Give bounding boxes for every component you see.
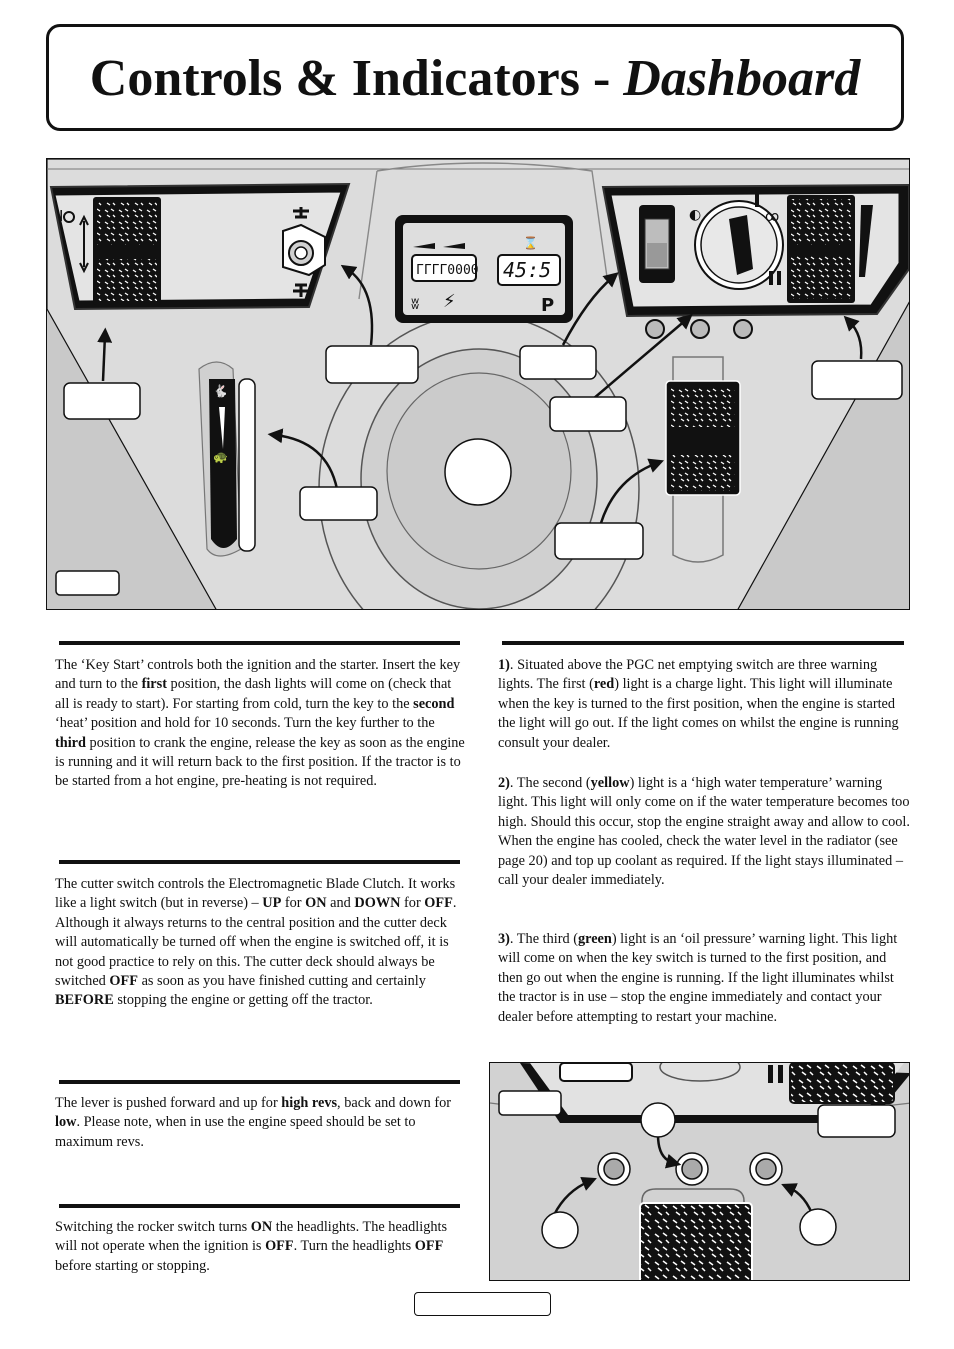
warning-light-3-text: 3). The third (green) light is an ‘oil pressure’ warning light. This light will come on when the key switch is turned to the first position, and then go out when the engine is running. If the light illuminates whilst the tractor is in use – stop the engine immediately and contact your dealer before attempting to restart your machine. xyxy=(498,931,898,1025)
dashboard-drawing xyxy=(47,159,910,610)
hour-meter-value: 45:5 xyxy=(503,258,552,282)
warning-lights-drawing xyxy=(490,1063,910,1281)
svg-text:ʬ: ʬ xyxy=(411,294,420,313)
cutter-switch-text: The cutter switch controls the Electromagnetic Blade Clutch. It works like a light switch (but in reverse) – UP for ON and DOWN for OFF. Although it always returns to the central position and the cutter deck will automatically be turned off when the engine is switched off, it is not good practice to rely on this. The cutter deck should always be switched OFF as soon as you have finished cutting and certainly BEFORE stopping the engine or getting off the tractor. xyxy=(55,876,457,1009)
warning-light-2-text: 2). The second (yellow) light is a ‘high water temperature’ warning light. This light will only come on if the water temperature becomes too high. Should this occur, stop the engine straight away and allow to cool. When the engine has cooled, check the water level in the radiator (see page 20) and top up coolant as required. If the light stays illuminated – call your dealer immediately. xyxy=(498,775,910,889)
dashboard-illustration xyxy=(46,158,910,610)
warning-light-1-text: 1). Situated above the PGC net emptying switch are three warning lights. The first (red) light is a charge light. This light will illuminate when the key is turned to the first position, when the engine is started the light will go out. If the light comes on whilst the engine is running consult your dealer. xyxy=(498,657,899,751)
key-start-text: The ‘Key Start’ controls both the ignition and the starter. Insert the key and turn to the first position, the dash lights will come on (check that all is ready to start). For starting from cold, turn the key to the second ‘heat’ position and hold for 10 seconds. Turn the key further to the third position to crank the engine, release the key as soon as the engine is running and it will return back to the first position. If the tractor is to be started from a hot engine, pre-heating is not required. xyxy=(55,657,465,790)
throttle-text: The lever is pushed forward and up for high revs, back and down for low. Please note, when in use the engine speed should be set to maximum revs. xyxy=(55,1095,451,1150)
svg-text:🐢: 🐢 xyxy=(213,450,228,464)
svg-text:🐇: 🐇 xyxy=(213,384,228,398)
svg-text:◐: ◐ xyxy=(689,207,702,223)
warning-lights-illustration xyxy=(489,1062,910,1281)
svg-text:⚡: ⚡ xyxy=(443,291,456,312)
page-title-main: Controls & Indicators - xyxy=(89,50,624,107)
section-rule-throttle xyxy=(59,1080,460,1084)
svg-text:I: I xyxy=(59,207,64,225)
section-rule-key-start xyxy=(59,641,460,645)
page-title-italic: Dashboard xyxy=(623,50,861,107)
svg-text:ꝏ: ꝏ xyxy=(765,209,780,225)
section-rule-cutter-switch xyxy=(59,860,460,864)
section-rule-warning-lights xyxy=(502,641,904,645)
title-box xyxy=(46,24,904,131)
hour-bar-label: ГГГГ0000 xyxy=(416,263,479,278)
headlights-text: Switching the rocker switch turns ON the headlights. The headlights will not operate when the ignition is OFF. Turn the headlights OFF before starting or stopping. xyxy=(55,1219,448,1274)
section-rule-headlights xyxy=(59,1204,460,1208)
page-title xyxy=(49,50,901,107)
svg-text:P: P xyxy=(541,295,555,316)
page-number-box xyxy=(414,1292,551,1316)
svg-text:⌛: ⌛ xyxy=(523,236,538,250)
